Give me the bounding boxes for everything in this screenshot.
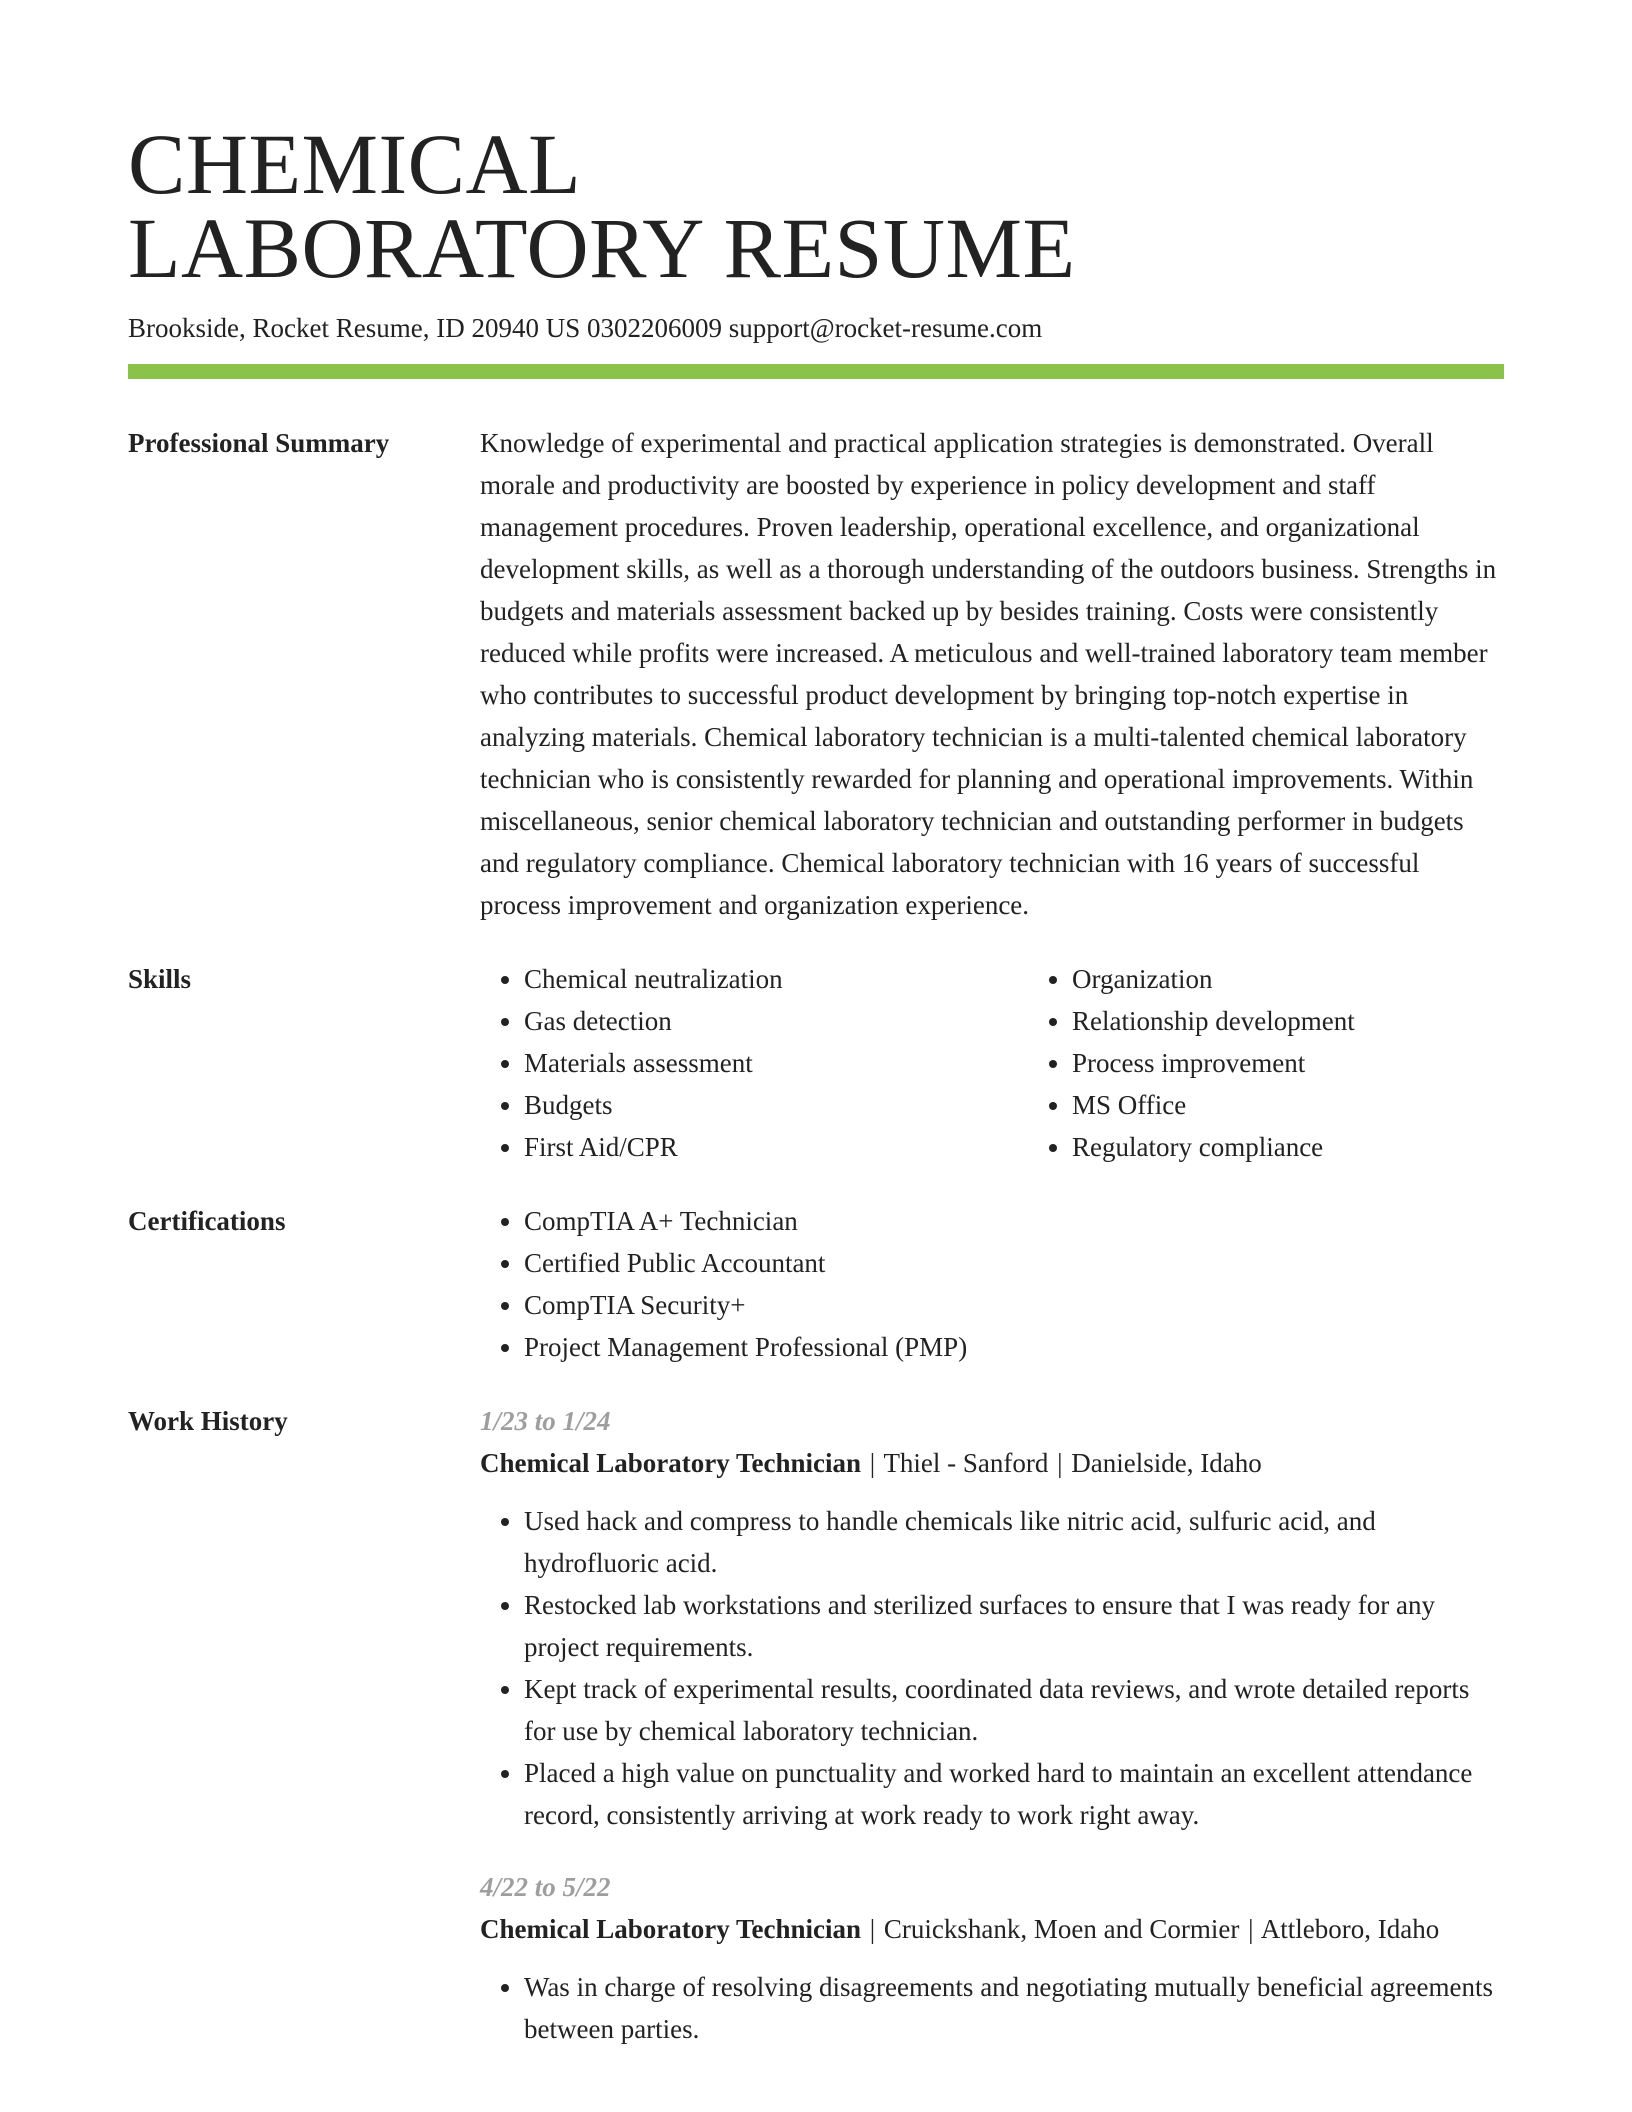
skill-item: • Budgets [524, 1084, 1028, 1126]
skill-item: • First Aid/CPR [524, 1126, 1028, 1168]
certification-item: • CompTIA Security+ [524, 1284, 1504, 1326]
skills-grid [480, 958, 1504, 1168]
work-history-section [128, 1400, 1504, 2050]
job-bullets [480, 1966, 1504, 2050]
job-entry [480, 1866, 1504, 2050]
skill-item: • MS Office [1072, 1084, 1355, 1126]
skills-list-left [480, 958, 1028, 1168]
job-employer: Cruickshank, Moen and Cormier [883, 1914, 1240, 1944]
job-entry [480, 1400, 1504, 1836]
certifications-list [480, 1200, 1504, 1368]
certification-item: • CompTIA A+ Technician [524, 1200, 1504, 1242]
skills-label: Skills [128, 964, 192, 994]
certifications-body [480, 1200, 1504, 1368]
job-bullet: • Placed a high value on punctuality and worked hard to maintain an excellent attendance record, consistently arriving at work ready to work right away. [524, 1752, 1504, 1836]
job-bullet: • Restocked lab workstations and sterilized surfaces to ensure that I was ready for any project requirements. [524, 1584, 1504, 1668]
summary-section [128, 422, 1504, 926]
job-bullet: • Was in charge of resolving disagreements and negotiating mutually beneficial agreements between parties. [524, 1966, 1504, 2050]
skill-item: • Regulatory compliance [1072, 1126, 1355, 1168]
contact-info: Brookside, Rocket Resume, ID 20940 US 0302206009 support@rocket-resume.com [128, 313, 1043, 343]
job-bullets [480, 1500, 1504, 1836]
certification-item: • Certified Public Accountant [524, 1242, 1504, 1284]
job-title: Chemical Laboratory Technician [480, 1914, 862, 1944]
accent-divider [128, 364, 1504, 379]
job-dates: 1/23 to 1/24 [480, 1406, 611, 1436]
certification-item: • Project Management Professional (PMP) [524, 1326, 1504, 1368]
skill-item: • Organization [1072, 958, 1355, 1000]
skill-item: • Gas detection [524, 1000, 1028, 1042]
job-location: Danielside, Idaho [1071, 1448, 1262, 1478]
job-bullet: • Used hack and compress to handle chemicals like nitric acid, sulfuric acid, and hydrofluoric acid. [524, 1500, 1504, 1584]
separator: | [1248, 1914, 1254, 1944]
resume-title [128, 116, 1504, 296]
title-line-2: LABORATORY RESUME [128, 200, 1076, 296]
summary-text: Knowledge of experimental and practical application strategies is demonstrated. Overall morale and productivity are boosted by experience in policy development and staff management procedures. Proven leadership, operational excellence, and organizational development skills, as well as a thorough understanding of the outdoors business. Strengths in budgets and materials assessment backed up by besides training. Costs were consistently reduced while profits were increased. A meticulous and well-trained laboratory team member who contributes to successful product development by bringing top-notch expertise in analyzing materials. Chemical laboratory technician is a multi-talented chemical laboratory technician who is consistently rewarded for planning and operational improvements. Within miscellaneous, senior chemical laboratory technician and outstanding performer in budgets and regulatory compliance. Chemical laboratory technician with 16 years of successful process improvement and organization experience. [480, 428, 1497, 920]
job-heading [480, 1442, 1504, 1484]
job-title: Chemical Laboratory Technician [480, 1448, 862, 1478]
skill-item: • Process improvement [1072, 1042, 1355, 1084]
skills-list-right [1028, 958, 1355, 1168]
separator: | [869, 1914, 876, 1944]
summary-label: Professional Summary [128, 428, 390, 458]
job-employer: Thiel - Sanford [883, 1448, 1049, 1478]
job-bullet: • Kept track of experimental results, coordinated data reviews, and wrote detailed reports for use by chemical laboratory technician. [524, 1668, 1504, 1752]
skills-section [128, 958, 1504, 1168]
certifications-label: Certifications [128, 1206, 286, 1236]
separator: | [869, 1448, 876, 1478]
certifications-section [128, 1200, 1504, 1368]
separator: | [1057, 1448, 1063, 1478]
skill-item: • Materials assessment [524, 1042, 1028, 1084]
skill-item: • Chemical neutralization [524, 958, 1028, 1000]
job-dates: 4/22 to 5/22 [480, 1872, 611, 1902]
job-location: Attleboro, Idaho [1260, 1914, 1440, 1944]
skill-item: • Relationship development [1072, 1000, 1355, 1042]
resume-page [128, 116, 1504, 2050]
work-history-label: Work History [128, 1406, 288, 1436]
title-line-1: CHEMICAL [128, 116, 582, 212]
job-heading [480, 1908, 1504, 1950]
work-history-body [480, 1400, 1504, 2050]
